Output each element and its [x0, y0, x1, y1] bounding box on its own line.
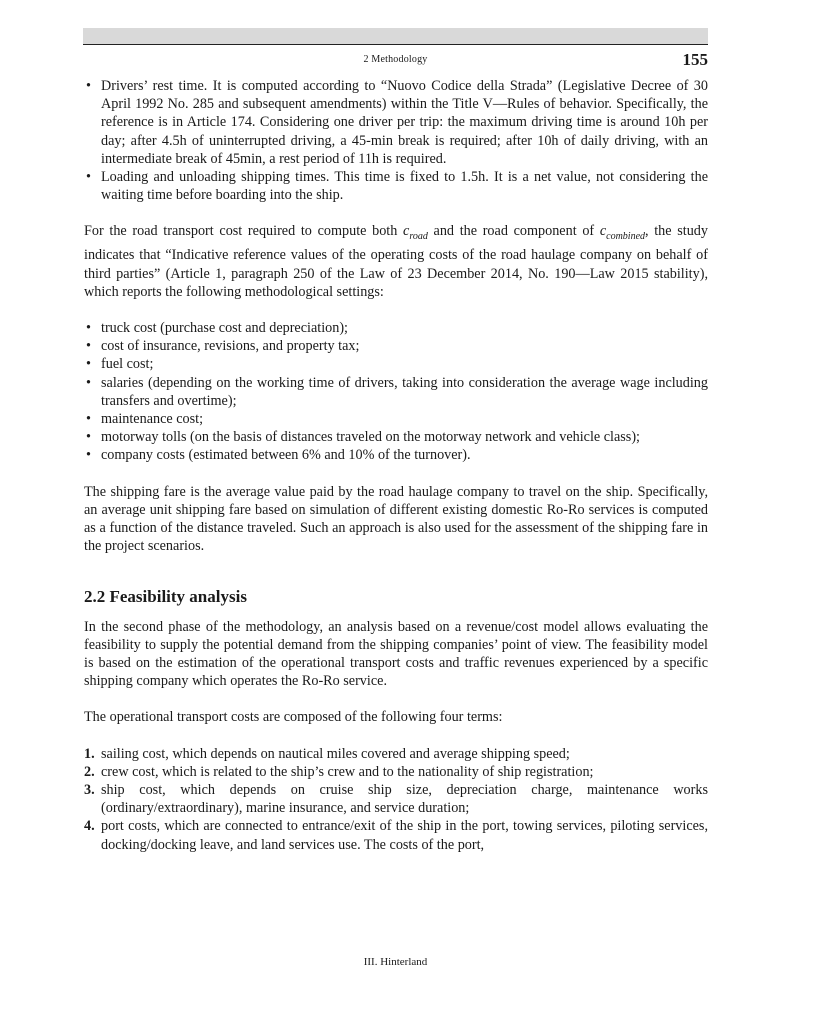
list-item: 4. port costs, which are connected to entrance/exit of the ship in the port, towing services, piloting services, docking/docking leave, and land services use. The costs of the port, — [84, 818, 708, 853]
bullet-list-settings — [84, 319, 708, 465]
list-item: • salaries (depending on the working time of drivers, taking into consideration the average wage including transfers and overtime); — [84, 374, 708, 410]
running-head — [83, 50, 708, 70]
list-item: 2. crew cost, which is related to the ship’s crew and to the nationality of ship registration; — [84, 763, 594, 780]
running-head-section: 2 Methodology — [363, 54, 428, 65]
list-item: 1. sailing cost, which depends on nautical miles covered and average shipping speed; — [84, 745, 570, 762]
list-item: • motorway tolls (on the basis of distances traveled on the motorway network and vehicle class); — [84, 428, 708, 446]
bullet-list-top — [84, 77, 708, 204]
paragraph-road-cost: For the road transport cost required to compute both $c_{road}$ and the road component of $c_{combined}$, the study indicates that “Indicative reference values of the operating costs of the road haulage company on behalf of third parties” (Article 1, paragraph 250 of the Law of 23 December 2014, No. 190—Law 2015 stability), which reports the following methodological settings: — [84, 223, 708, 300]
page-number: 155 — [682, 50, 708, 69]
list-item: • Loading and unloading shipping times. This time is fixed to 1.5h. It is a net value, not considering the waiting time before boarding into the ship. — [84, 168, 708, 204]
page-body — [84, 77, 708, 854]
page-footer: III. Hinterland — [363, 956, 428, 968]
numbered-list-terms — [84, 745, 708, 854]
list-item: • truck cost (purchase cost and depreciation); — [84, 319, 708, 337]
paragraph-shipping-fare: The shipping fare is the average value paid by the road haulage company to travel on the ship. Specifically, an average unit shipping fare based on simulation of different existing domestic Ro-Ro services is computed as a function of the distance traveled. Such an approach is also used for the assessment of the shipping fare in the project scenarios. — [84, 483, 708, 555]
header-bar — [83, 28, 708, 45]
paragraph-feasibility: In the second phase of the methodology, an analysis based on a revenue/cost model allows evaluating the feasibility to supply the potential demand from the shipping companies’ point of view. The feasibility model is based on the estimation of the operational transport costs and traffic revenues experienced by a specific shipping company which operates the Ro-Ro service. — [84, 618, 708, 690]
list-item: • maintenance cost; — [84, 410, 708, 428]
list-item: • fuel cost; — [84, 355, 708, 373]
list-item: • Drivers’ rest time. It is computed according to “Nuovo Codice della Strada” (Legislative Decree of 30 April 1992 No. 285 and subsequent amendments) within the Title V—Rules of behavior. Specifically, the reference is in Article 174. Considering one driver per trip: the maximum driving time is around 10h per day; after 4.5h of uninterrupted driving, a 45-min break is required; after 10h of daily driving, with an intermediate break of 45min, a rest period of 11h is required. — [84, 77, 708, 168]
list-item: 3. ship cost, which depends on cruise ship size, depreciation charge, maintenance works (ordinary/extraordinary), marine insurance, and service duration; — [84, 781, 708, 817]
list-item: • company costs (estimated between 6% and 10% of the turnover). — [84, 446, 708, 464]
paragraph-four-terms: The operational transport costs are composed of the following four terms: — [84, 709, 503, 726]
list-item: • cost of insurance, revisions, and property tax; — [84, 337, 708, 355]
section-heading: 2.2 Feasibility analysis — [84, 586, 247, 606]
